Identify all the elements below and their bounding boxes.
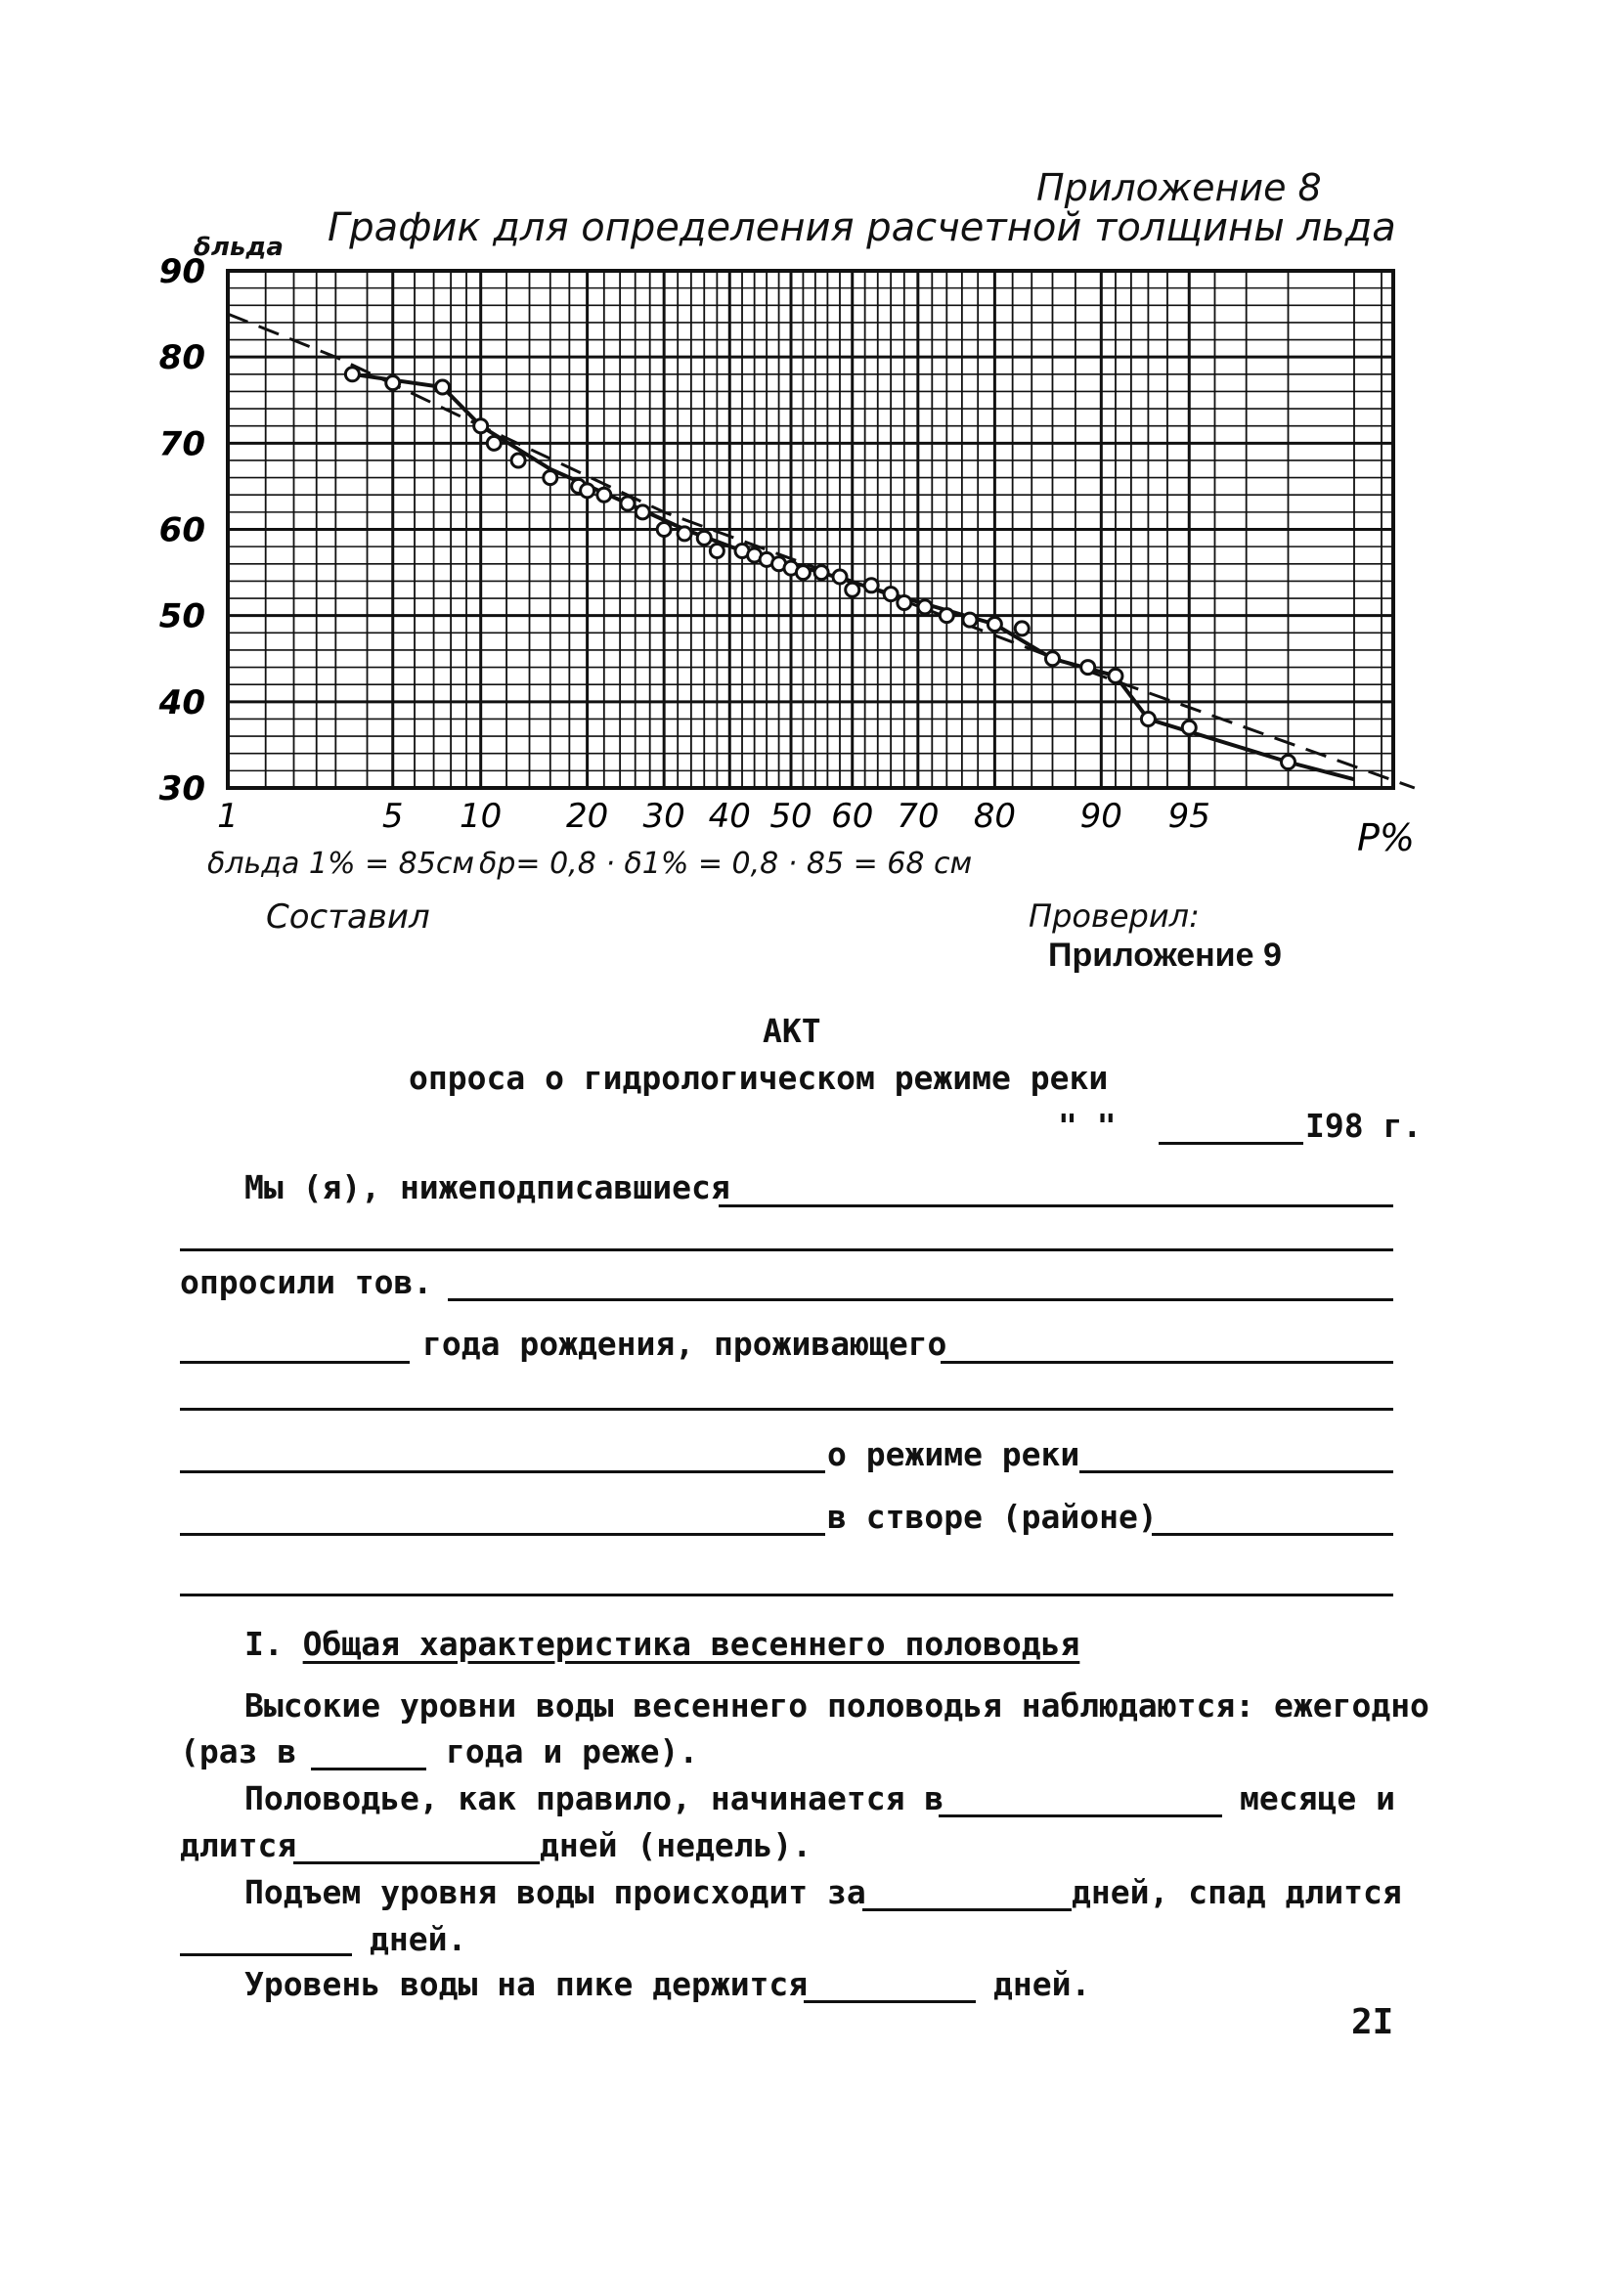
x-tick-label: 70 [897,797,940,836]
y-tick-label: 30 [158,769,205,808]
paragraph-1-line-1: Высокие уровни воды весеннего половодья наблюдаются: ежегодно [244,1686,1429,1725]
x-tick-label: 60 [831,797,874,836]
data-point [544,471,557,485]
data-point [814,566,828,580]
data-point [796,566,810,580]
data-point [511,454,525,467]
data-point [940,609,953,623]
x-tick-label: 20 [565,797,609,836]
x-tick-label: 95 [1167,797,1210,836]
data-point [487,436,501,450]
y-tick-label: 90 [158,252,205,291]
x-tick-label: 50 [769,797,812,836]
undersigned-field-2[interactable] [180,1248,1393,1251]
data-point [1282,756,1295,769]
act-subtitle: опроса о гидрологическом режиме реки [409,1059,1109,1097]
y-axis-label: δльда [194,233,284,262]
rise-days-field[interactable] [862,1908,1072,1911]
paragraph-2-line-2-post: дней (недель). [540,1826,812,1864]
data-points [345,368,1295,769]
x-axis-label: P% [1357,816,1416,859]
data-point [710,545,724,558]
data-point [898,595,911,609]
regime-prefix-field[interactable] [180,1470,825,1473]
residence-field-2[interactable] [180,1408,1393,1411]
birth-year-label: года рождения, проживающего [422,1325,947,1363]
dashed-line-group [228,314,1415,788]
data-point [697,531,711,545]
paragraph-3-line-1-pre: Подъем уровня воды происходит за [244,1873,866,1911]
river-name-field[interactable] [1079,1470,1393,1473]
data-point [474,419,488,433]
data-point [636,505,649,519]
data-point [1182,721,1196,734]
section-title: Общая характеристика весеннего половодья [302,1625,1080,1663]
date-quotes: " " [1058,1107,1117,1145]
data-point [678,527,691,541]
data-point [963,613,977,627]
data-point [846,583,859,596]
data-point [386,376,400,390]
data-point [1015,622,1029,635]
chart-grid [228,271,1393,788]
data-point [884,588,898,601]
frequency-field[interactable] [311,1768,426,1770]
data-point [621,497,635,510]
year-text: I98 г. [1305,1107,1423,1145]
chart-title: График для определения расчетной толщины льда [328,205,1396,250]
y-tick-label: 40 [158,682,205,722]
data-point [1141,712,1155,725]
peak-days-field[interactable] [804,2000,976,2003]
data-point [345,368,359,381]
paragraph-3-line-2-post: дней. [370,1920,467,1958]
data-point [1045,652,1059,666]
section-heading [244,1625,1079,1663]
site-prefix-field[interactable] [180,1533,825,1536]
compiled-by: Составил [266,897,430,937]
paragraph-4-pre: Уровень воды на пике держится [244,1965,809,2003]
x-tick-labels [217,797,1210,836]
appendix-8-label: Приложение 8 [1036,166,1322,209]
regime-label: о режиме реки [827,1435,1080,1473]
paragraph-1-line-2-pre: (раз в [180,1732,297,1770]
duration-field[interactable] [293,1861,540,1864]
data-point [597,488,611,502]
data-point [1081,661,1095,675]
data-point [918,600,932,614]
date-field[interactable] [1159,1142,1303,1145]
data-point [1109,669,1122,682]
paragraph-2-line-1-post: месяце и [1240,1779,1395,1817]
y-tick-label: 70 [158,424,205,464]
site-field[interactable] [1152,1533,1393,1536]
data-point [864,579,878,592]
fall-days-field[interactable] [180,1953,352,1956]
paragraph-2-line-1-pre: Половодье, как правило, начинается в [244,1779,944,1817]
data-point [657,523,671,537]
y-tick-label: 60 [158,510,205,550]
site-field-2[interactable] [180,1594,1393,1596]
interviewed-label: опросили тов. [180,1263,433,1301]
ice-thickness-chart [0,0,1624,880]
x-tick-label: 10 [460,797,503,836]
data-point [581,484,594,498]
x-tick-label: 90 [1079,797,1122,836]
undersigned-field[interactable] [719,1204,1393,1207]
section-number: I. [244,1625,284,1663]
y-tick-labels [158,252,205,808]
interviewee-field[interactable] [448,1298,1393,1301]
site-label: в створе (районе) [827,1498,1158,1536]
birth-year-field[interactable] [180,1361,410,1364]
checked-by: Проверил: [1029,897,1200,935]
data-point [436,380,450,394]
we-undersigned-label: Мы (я), нижеподписавшиеся [244,1168,730,1206]
start-month-field[interactable] [939,1814,1222,1817]
paragraph-3-line-1-post: дней, спад длится [1072,1873,1402,1911]
paragraph-1-line-2-post: года и реже). [446,1732,699,1770]
formula-2: δр= 0,8 · δ1% = 0,8 · 85 = 68 см [479,847,973,881]
x-tick-label: 80 [973,797,1017,836]
y-tick-label: 80 [158,338,205,378]
x-tick-label: 1 [217,797,239,836]
data-point [988,617,1001,631]
x-tick-label: 5 [381,797,404,836]
paragraph-2-line-2-pre: длится [180,1826,297,1864]
x-tick-label: 40 [708,797,751,836]
paragraph-4-post: дней. [993,1965,1091,2003]
data-point [833,570,847,584]
act-title: АКТ [763,1012,821,1050]
y-tick-label: 50 [158,596,205,636]
formula-1: δльда 1% = 85см [207,847,474,881]
page-number: 2I [1351,2002,1394,2042]
dashed-trend-line [228,314,1415,788]
residence-field[interactable] [941,1361,1393,1364]
x-tick-label: 30 [642,797,685,836]
appendix-9-label: Приложение 9 [1048,937,1282,974]
